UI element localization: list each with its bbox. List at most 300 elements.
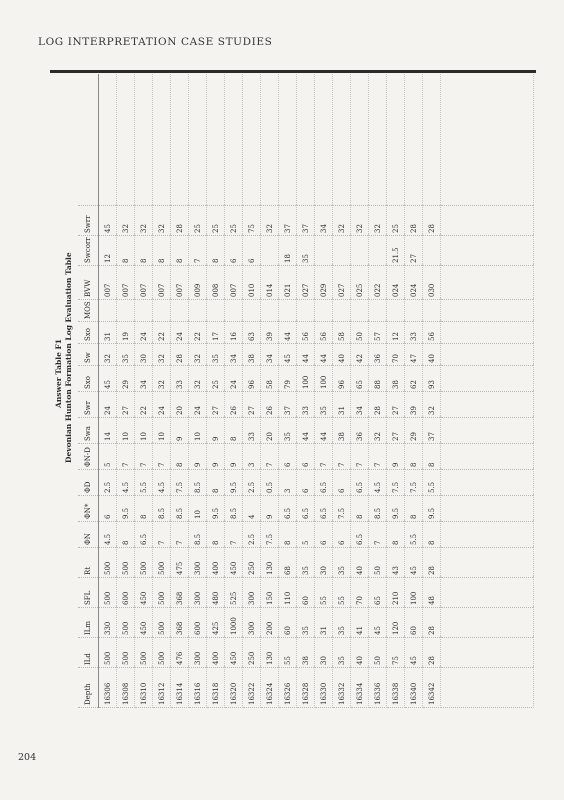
table-cell: 029 xyxy=(315,266,333,300)
table-cell: 450 xyxy=(135,578,153,608)
table-cell: 10 xyxy=(153,418,171,444)
table-cell: 6 xyxy=(315,522,333,548)
table-cell: 27 xyxy=(405,236,423,266)
table-cell xyxy=(207,300,225,322)
table-cell: 70 xyxy=(351,578,369,608)
table-cell-blank xyxy=(441,418,534,444)
table-cell: 6.5 xyxy=(315,470,333,496)
table-cell: 34 xyxy=(135,366,153,392)
table-cell: 110 xyxy=(279,578,297,608)
column-header: BVW xyxy=(78,266,99,300)
column-header: MOS xyxy=(78,300,99,322)
column-header: ΦD xyxy=(78,470,99,496)
table-cell: 88 xyxy=(369,366,387,392)
table-cell: 8.5 xyxy=(153,496,171,522)
table-cell: 44 xyxy=(297,418,315,444)
table-cell: 32 xyxy=(99,344,117,366)
table-cell-blank xyxy=(405,74,423,206)
table-cell: 425 xyxy=(207,608,225,638)
table-cell: 75 xyxy=(243,206,261,236)
table-cell: 9.5 xyxy=(117,496,135,522)
table-cell: 36 xyxy=(369,344,387,366)
table-cell: 19 xyxy=(117,322,135,344)
table-cell: 16320 xyxy=(225,668,243,708)
table-cell: 45 xyxy=(99,366,117,392)
table-cell: 025 xyxy=(351,266,369,300)
table-cell: 75 xyxy=(387,638,405,668)
table-cell: 33 xyxy=(405,322,423,344)
table-cell-blank xyxy=(441,236,534,266)
table-body xyxy=(99,74,534,708)
table-cell: 600 xyxy=(189,608,207,638)
table-caption-subtitle: Devonian Hunton Formation Log Evaluation Table xyxy=(64,252,73,463)
table-cell: 022 xyxy=(369,266,387,300)
table-cell: 0.5 xyxy=(261,470,279,496)
table-cell-blank xyxy=(351,74,369,206)
table-row xyxy=(387,74,405,708)
column-header: Sxo xyxy=(78,366,99,392)
table-cell: 7.5 xyxy=(405,470,423,496)
table-cell-blank xyxy=(441,300,534,322)
table-cell-blank xyxy=(333,74,351,206)
table-cell: 35 xyxy=(315,392,333,418)
table-cell: 60 xyxy=(297,578,315,608)
table-cell: 6.5 xyxy=(279,496,297,522)
table-cell-blank xyxy=(441,366,534,392)
table-cell: 9.5 xyxy=(225,470,243,496)
table-filler-row xyxy=(441,74,534,708)
table-cell-blank xyxy=(441,444,534,470)
column-header: ILm xyxy=(78,608,99,638)
table-cell xyxy=(261,236,279,266)
column-header: Swcorr xyxy=(78,236,99,266)
table-cell: 45 xyxy=(369,608,387,638)
table-cell-blank xyxy=(279,74,297,206)
column-header-blank xyxy=(78,74,99,206)
table-cell: 9 xyxy=(189,444,207,470)
table-row xyxy=(333,74,351,708)
table-cell: 36 xyxy=(351,418,369,444)
table-cell: 7 xyxy=(153,444,171,470)
table-cell: 37 xyxy=(279,392,297,418)
table-cell xyxy=(315,236,333,266)
table-cell: 22 xyxy=(135,392,153,418)
table-cell: 38 xyxy=(297,638,315,668)
table-cell: 450 xyxy=(135,608,153,638)
table-cell: 40 xyxy=(423,344,441,366)
table-cell: 31 xyxy=(315,608,333,638)
table-cell: 32 xyxy=(333,206,351,236)
table-cell xyxy=(351,300,369,322)
table-cell: 35 xyxy=(297,608,315,638)
table-cell: 37 xyxy=(423,418,441,444)
table-cell: 32 xyxy=(153,206,171,236)
table-cell: 7.5 xyxy=(387,470,405,496)
table-cell-blank xyxy=(441,74,534,206)
table-cell: 44 xyxy=(297,344,315,366)
table-cell-blank xyxy=(99,74,117,206)
rotated-table-block xyxy=(54,74,534,708)
table-cell: 18 xyxy=(279,236,297,266)
table-cell: 70 xyxy=(387,344,405,366)
table-cell: 32 xyxy=(261,206,279,236)
table-cell: 7 xyxy=(333,444,351,470)
table-cell: 8 xyxy=(171,236,189,266)
table-cell: 16316 xyxy=(189,668,207,708)
table-cell: 9.5 xyxy=(387,496,405,522)
table-cell: 32 xyxy=(153,344,171,366)
table-cell: 12 xyxy=(387,322,405,344)
table-row xyxy=(153,74,171,708)
table-cell: 2.5 xyxy=(243,522,261,548)
table-cell: 500 xyxy=(135,638,153,668)
table-cell: 34 xyxy=(315,206,333,236)
table-cell: 16318 xyxy=(207,668,225,708)
table-cell xyxy=(99,300,117,322)
table-cell: 58 xyxy=(261,366,279,392)
table-cell: 30 xyxy=(135,344,153,366)
table-header-row xyxy=(78,74,99,708)
table-cell: 120 xyxy=(387,608,405,638)
page-number: 204 xyxy=(18,752,37,763)
table-cell: 27 xyxy=(243,392,261,418)
column-header: Swa xyxy=(78,418,99,444)
table-cell xyxy=(189,300,207,322)
table-cell: 38 xyxy=(243,344,261,366)
table-cell: 8 xyxy=(135,236,153,266)
table-row xyxy=(117,74,135,708)
rotated-table-region xyxy=(54,74,534,708)
table-cell: 7 xyxy=(225,522,243,548)
table-cell: 8 xyxy=(135,496,153,522)
table-cell: 7 xyxy=(261,444,279,470)
table-cell: 21.5 xyxy=(387,236,405,266)
table-cell-blank xyxy=(369,74,387,206)
table-cell xyxy=(423,236,441,266)
table-cell: 5.5 xyxy=(135,470,153,496)
table-cell xyxy=(243,300,261,322)
table-cell-blank xyxy=(135,74,153,206)
table-cell: 45 xyxy=(405,638,423,668)
table-cell xyxy=(369,236,387,266)
table-cell: 300 xyxy=(189,638,207,668)
table-cell: 8 xyxy=(423,522,441,548)
table-cell: 7 xyxy=(135,444,153,470)
table-cell: 16 xyxy=(225,322,243,344)
table-row xyxy=(135,74,153,708)
table-cell: 29 xyxy=(405,418,423,444)
table-cell: 16328 xyxy=(297,668,315,708)
table-cell: 40 xyxy=(333,344,351,366)
table-cell-blank xyxy=(441,266,534,300)
table-cell: 16314 xyxy=(171,668,189,708)
table-cell: 93 xyxy=(423,366,441,392)
table-row xyxy=(189,74,207,708)
table-cell: 7.5 xyxy=(261,522,279,548)
table-cell: 500 xyxy=(135,548,153,578)
table-cell: 027 xyxy=(297,266,315,300)
table-cell: 500 xyxy=(99,578,117,608)
table-cell: 30 xyxy=(315,548,333,578)
table-cell: 35 xyxy=(297,236,315,266)
table-cell: 10 xyxy=(135,418,153,444)
table-cell: 500 xyxy=(117,548,135,578)
table-cell: 100 xyxy=(297,366,315,392)
table-cell: 47 xyxy=(405,344,423,366)
table-caption-title: Answer Table F1 xyxy=(54,338,63,408)
column-header: ΦN-D xyxy=(78,444,99,470)
table-cell: 210 xyxy=(387,578,405,608)
table-cell: 9.5 xyxy=(207,496,225,522)
table-cell: 300 xyxy=(189,578,207,608)
table-cell: 500 xyxy=(117,638,135,668)
running-head: LOG INTERPRETATION CASE STUDIES xyxy=(38,36,273,48)
table-cell: 8 xyxy=(153,236,171,266)
table-cell: 55 xyxy=(279,638,297,668)
table-cell-blank xyxy=(441,496,534,522)
table-cell: 6 xyxy=(333,470,351,496)
table-cell: 31 xyxy=(99,322,117,344)
table-cell: 56 xyxy=(423,322,441,344)
table-cell: 2.5 xyxy=(243,470,261,496)
table-cell: 56 xyxy=(315,322,333,344)
table-cell: 33 xyxy=(297,392,315,418)
table-cell: 5 xyxy=(99,444,117,470)
table-cell xyxy=(297,300,315,322)
table-cell-blank xyxy=(441,392,534,418)
column-header: Sxo xyxy=(78,322,99,344)
table-cell: 26 xyxy=(261,392,279,418)
table-cell: 10 xyxy=(189,496,207,522)
table-cell: 027 xyxy=(333,266,351,300)
table-cell: 34 xyxy=(351,392,369,418)
table-cell: 27 xyxy=(207,392,225,418)
table-cell: 20 xyxy=(171,392,189,418)
table-cell: 7 xyxy=(171,522,189,548)
table-cell xyxy=(225,300,243,322)
table-cell: 28 xyxy=(423,608,441,638)
table-cell: 43 xyxy=(387,548,405,578)
table-cell: 7 xyxy=(189,236,207,266)
table-cell: 250 xyxy=(243,638,261,668)
table-cell: 35 xyxy=(279,418,297,444)
table-cell: 27 xyxy=(387,418,405,444)
table-cell: 50 xyxy=(351,322,369,344)
table-cell: 6.5 xyxy=(135,522,153,548)
table-cell: 368 xyxy=(171,608,189,638)
table-row xyxy=(405,74,423,708)
table-cell: 150 xyxy=(261,578,279,608)
table-cell: 8 xyxy=(387,522,405,548)
table-cell: 28 xyxy=(171,206,189,236)
table-cell xyxy=(153,300,171,322)
table-cell: 24 xyxy=(171,322,189,344)
table-cell: 476 xyxy=(171,638,189,668)
table-cell: 14 xyxy=(99,418,117,444)
table-cell: 8 xyxy=(279,522,297,548)
table-cell: 500 xyxy=(99,638,117,668)
table-cell: 400 xyxy=(207,638,225,668)
table-cell: 68 xyxy=(279,548,297,578)
table-cell: 007 xyxy=(171,266,189,300)
table-cell: 40 xyxy=(351,638,369,668)
table-cell: 34 xyxy=(225,344,243,366)
table-cell: 28 xyxy=(423,548,441,578)
table-cell xyxy=(333,236,351,266)
table-cell: 1000 xyxy=(225,608,243,638)
table-cell: 8 xyxy=(405,496,423,522)
table-cell: 35 xyxy=(207,344,225,366)
table-row xyxy=(243,74,261,708)
table-cell: 44 xyxy=(315,418,333,444)
table-cell: 50 xyxy=(369,638,387,668)
table-cell: 16342 xyxy=(423,668,441,708)
table-cell: 60 xyxy=(405,608,423,638)
table-cell: 100 xyxy=(405,578,423,608)
table-cell: 35 xyxy=(333,548,351,578)
table-cell: 8.5 xyxy=(225,496,243,522)
table-cell: 16340 xyxy=(405,668,423,708)
table-cell-blank xyxy=(189,74,207,206)
table-cell: 32 xyxy=(117,206,135,236)
table-cell-blank xyxy=(441,638,534,668)
table-cell: 9.5 xyxy=(423,496,441,522)
table-row xyxy=(369,74,387,708)
table-cell: 16324 xyxy=(261,668,279,708)
table-cell-blank xyxy=(117,74,135,206)
table-cell: 3 xyxy=(279,470,297,496)
table-cell-blank xyxy=(243,74,261,206)
table-cell: 28 xyxy=(171,344,189,366)
table-cell: 130 xyxy=(261,638,279,668)
table-cell: 45 xyxy=(99,206,117,236)
table-cell: 6 xyxy=(297,444,315,470)
table-cell: 28 xyxy=(423,638,441,668)
table-cell: 10 xyxy=(117,418,135,444)
table-cell: 35 xyxy=(333,608,351,638)
table-cell: 8 xyxy=(351,496,369,522)
table-cell: 3 xyxy=(243,444,261,470)
table-cell: 8 xyxy=(207,236,225,266)
table-cell: 35 xyxy=(297,548,315,578)
table-cell: 28 xyxy=(423,206,441,236)
table-cell xyxy=(261,300,279,322)
table-row xyxy=(423,74,441,708)
table-cell: 28 xyxy=(405,206,423,236)
table-cell: 100 xyxy=(315,366,333,392)
column-header: ΦN xyxy=(78,522,99,548)
table-cell: 200 xyxy=(261,608,279,638)
table-cell: 8 xyxy=(423,444,441,470)
table-cell: 024 xyxy=(405,266,423,300)
table-cell xyxy=(369,300,387,322)
table-cell: 8 xyxy=(225,418,243,444)
table-cell: 31 xyxy=(333,392,351,418)
table-cell: 35 xyxy=(333,638,351,668)
table-cell: 45 xyxy=(405,548,423,578)
table-cell: 7 xyxy=(369,522,387,548)
table-cell-blank xyxy=(261,74,279,206)
table-cell: 8.5 xyxy=(189,522,207,548)
table-cell: 010 xyxy=(243,266,261,300)
table-cell: 500 xyxy=(99,548,117,578)
table-cell: 9 xyxy=(387,444,405,470)
table-cell: 48 xyxy=(423,578,441,608)
table-cell: 25 xyxy=(387,206,405,236)
table-cell: 8.5 xyxy=(189,470,207,496)
table-cell: 007 xyxy=(99,266,117,300)
table-cell: 39 xyxy=(405,392,423,418)
table-cell: 32 xyxy=(189,344,207,366)
table-cell-blank xyxy=(441,322,534,344)
table-cell: 9 xyxy=(207,444,225,470)
table-cell: 8 xyxy=(171,444,189,470)
table-cell: 22 xyxy=(189,322,207,344)
table-cell: 44 xyxy=(315,344,333,366)
table-cell-blank xyxy=(423,74,441,206)
table-cell-blank xyxy=(297,74,315,206)
table-row xyxy=(279,74,297,708)
table-cell: 65 xyxy=(369,578,387,608)
table-cell xyxy=(171,300,189,322)
table-cell: 38 xyxy=(387,366,405,392)
table-cell: 8 xyxy=(207,522,225,548)
table-cell: 32 xyxy=(351,206,369,236)
table-cell: 96 xyxy=(243,366,261,392)
table-cell: 30 xyxy=(315,638,333,668)
table-cell: 4.5 xyxy=(99,522,117,548)
table-cell: 57 xyxy=(369,322,387,344)
table-cell: 62 xyxy=(405,366,423,392)
column-header: ΦN* xyxy=(78,496,99,522)
column-header: Depth xyxy=(78,668,99,708)
table-cell: 5.5 xyxy=(423,470,441,496)
table-cell: 24 xyxy=(189,392,207,418)
table-cell: 300 xyxy=(243,608,261,638)
table-cell: 20 xyxy=(261,418,279,444)
table-cell: 63 xyxy=(243,322,261,344)
table-cell: 24 xyxy=(153,392,171,418)
table-row xyxy=(315,74,333,708)
table-cell: 6.5 xyxy=(351,522,369,548)
table-cell: 34 xyxy=(261,344,279,366)
table-cell: 007 xyxy=(135,266,153,300)
table-cell: 65 xyxy=(351,366,369,392)
table-cell-blank xyxy=(441,668,534,708)
table-cell: 7.5 xyxy=(171,470,189,496)
table-cell-blank xyxy=(225,74,243,206)
table-cell: 7 xyxy=(117,444,135,470)
table-cell: 8 xyxy=(405,444,423,470)
table-cell: 500 xyxy=(153,578,171,608)
table-cell xyxy=(333,300,351,322)
table-cell: 009 xyxy=(189,266,207,300)
table-cell: 41 xyxy=(351,608,369,638)
table-row xyxy=(99,74,117,708)
table-cell-blank xyxy=(207,74,225,206)
table-cell: 024 xyxy=(387,266,405,300)
table-cell: 6.5 xyxy=(297,496,315,522)
table-cell: 96 xyxy=(333,366,351,392)
table-cell: 16330 xyxy=(315,668,333,708)
table-cell: 5 xyxy=(297,522,315,548)
table-row xyxy=(297,74,315,708)
table-cell: 400 xyxy=(207,548,225,578)
table-cell: 300 xyxy=(189,548,207,578)
table-row xyxy=(207,74,225,708)
table-cell: 7 xyxy=(153,522,171,548)
table-cell: 6 xyxy=(279,444,297,470)
